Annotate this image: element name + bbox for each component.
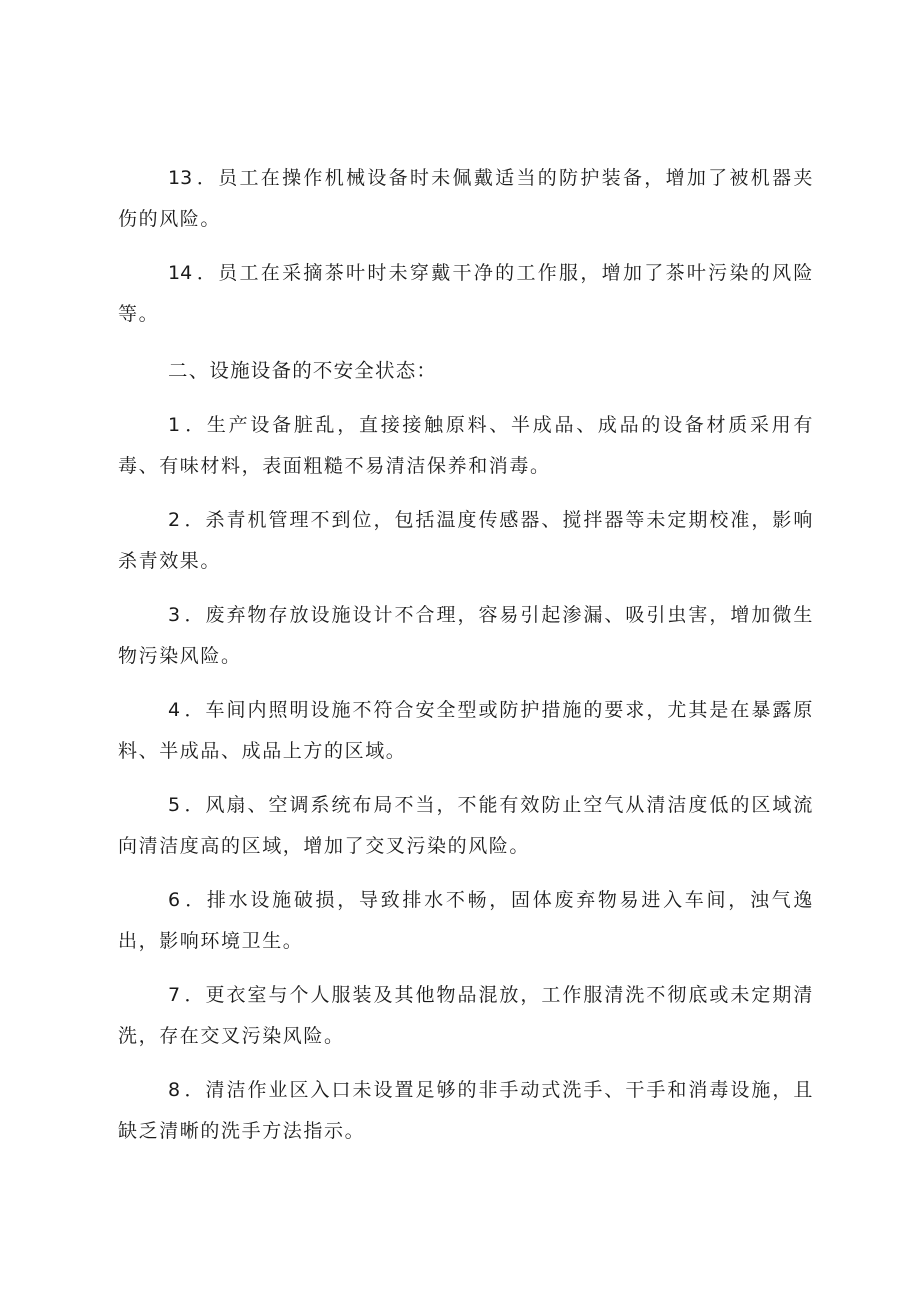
list-item-13 bbox=[118, 158, 814, 240]
item-text: ．更衣室与个人服装及其他物品混放，工作服清洗不彻底或未定期清洗，存在交叉污染风险。 bbox=[118, 984, 814, 1047]
list-item-4 bbox=[118, 690, 814, 772]
item-text: ．员工在采摘茶叶时未穿戴干净的工作服，增加了茶叶污染的风险等。 bbox=[118, 262, 814, 325]
list-item-2 bbox=[118, 500, 814, 582]
item-text: ．车间内照明设施不符合安全型或防护措施的要求，尤其是在暴露原料、半成品、成品上方的区域。 bbox=[118, 699, 814, 762]
list-item-8 bbox=[118, 1070, 814, 1152]
item-text: ．废弃物存放设施设计不合理，容易引起渗漏、吸引虫害，增加微生物污染风险。 bbox=[118, 604, 814, 667]
item-number: 1 bbox=[168, 414, 181, 436]
list-item-7 bbox=[118, 975, 814, 1057]
item-number: 6 bbox=[168, 889, 181, 911]
item-text: ．清洁作业区入口未设置足够的非手动式洗手、干手和消毒设施，且缺乏清晰的洗手方法指示。 bbox=[118, 1079, 814, 1142]
item-number: 5 bbox=[168, 794, 181, 816]
item-number: 4 bbox=[168, 699, 181, 721]
item-number: 8 bbox=[168, 1079, 181, 1101]
item-number: 14 bbox=[168, 262, 193, 284]
item-text: ．风扇、空调系统布局不当，不能有效防止空气从清洁度低的区域流向清洁度高的区域，增加了交叉污染的风险。 bbox=[118, 794, 814, 857]
list-item-6 bbox=[118, 880, 814, 962]
item-text: ．生产设备脏乱，直接接触原料、半成品、成品的设备材质采用有毒、有味材料，表面粗糙不易清洁保养和消毒。 bbox=[118, 414, 814, 477]
document-body bbox=[118, 158, 814, 1165]
section-heading: 二、设施设备的不安全状态： bbox=[168, 359, 438, 382]
item-number: 13 bbox=[168, 167, 193, 189]
list-item-14 bbox=[118, 253, 814, 335]
item-text: ．员工在操作机械设备时未佩戴适当的防护装备，增加了被机器夹伤的风险。 bbox=[118, 167, 814, 230]
item-number: 3 bbox=[168, 604, 181, 626]
item-number: 2 bbox=[168, 509, 181, 531]
item-number: 7 bbox=[168, 984, 181, 1006]
item-text: ．杀青机管理不到位，包括温度传感器、搅拌器等未定期校准，影响杀青效果。 bbox=[118, 509, 814, 572]
list-item-5 bbox=[118, 785, 814, 867]
list-item-3 bbox=[118, 595, 814, 677]
item-text: ．排水设施破损，导致排水不畅，固体废弃物易进入车间，浊气逸出，影响环境卫生。 bbox=[118, 889, 814, 952]
list-item-1 bbox=[118, 405, 814, 487]
